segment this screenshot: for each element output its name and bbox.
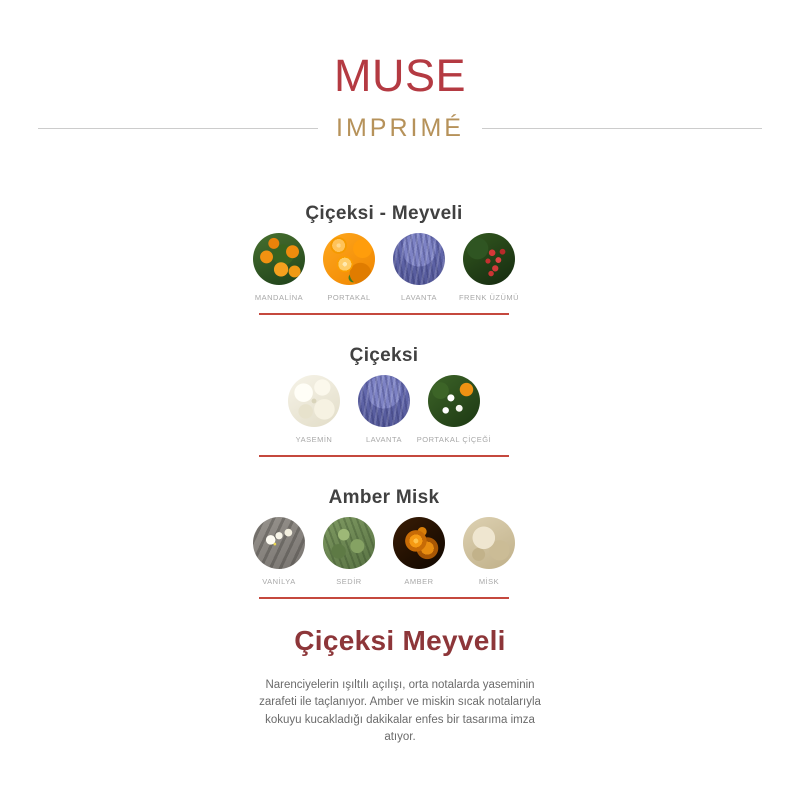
- section-title: Amber Misk: [328, 487, 440, 508]
- note-item: [387, 233, 451, 302]
- section-heart-notes: [234, 345, 534, 457]
- section-top-notes: [234, 203, 534, 315]
- note-image-amber: [393, 517, 445, 569]
- note-item: [247, 233, 311, 302]
- note-label: VANİLYA: [262, 577, 296, 586]
- section-title: Çiçeksi: [349, 345, 419, 366]
- note-item: [416, 375, 492, 444]
- collection-title: IMPRIMÉ: [336, 114, 464, 142]
- description-text: Narenciyelerin ışıltılı açılışı, orta notalarda yaseminin zarafeti ile taçlanıyor. Amber ve miskin sıcak notalarıyla kokuyu kucakladığı dakikalar enfes bir tasarıma imza atıyor.: [259, 679, 541, 743]
- note-item: [352, 375, 416, 444]
- note-item: [387, 517, 451, 586]
- note-item: [282, 375, 346, 444]
- note-label: YASEMİN: [295, 435, 333, 444]
- note-label: AMBER: [404, 577, 434, 586]
- note-image-lavanta: [358, 375, 410, 427]
- note-label: FRENK ÜZÜMÜ: [458, 293, 520, 302]
- section-divider: [259, 313, 509, 315]
- note-label: LAVANTA: [400, 293, 437, 302]
- note-image-sedir: [323, 517, 375, 569]
- collection-header: [38, 114, 762, 143]
- section-divider: [259, 455, 509, 457]
- note-image-portakal: [323, 233, 375, 285]
- brand-title: MUSE: [333, 50, 466, 101]
- note-item: [317, 517, 381, 586]
- section-base-notes: [234, 487, 534, 599]
- note-image-yasemin: [288, 375, 340, 427]
- note-label: PORTAKAL: [327, 293, 371, 302]
- note-item: [457, 233, 521, 302]
- note-label: MANDALİNA: [254, 293, 304, 302]
- note-item: [317, 233, 381, 302]
- header-line-right: [482, 128, 762, 129]
- note-image-mandalina: [253, 233, 305, 285]
- description-title: Çiçeksi Meyveli: [294, 625, 506, 656]
- notes-row: [234, 517, 534, 586]
- note-label: PORTAKAL ÇİÇEĞİ: [416, 435, 492, 444]
- note-image-frenk-uzumu: [463, 233, 515, 285]
- fragrance-description: [0, 625, 800, 746]
- note-pyramid: [234, 203, 534, 599]
- note-image-misk: [463, 517, 515, 569]
- notes-row: [234, 375, 534, 444]
- header-line-left: [38, 128, 318, 129]
- section-divider: [259, 597, 509, 599]
- note-label: MİSK: [478, 577, 500, 586]
- note-label: SEDİR: [336, 577, 362, 586]
- note-label: LAVANTA: [365, 435, 402, 444]
- section-title: Çiçeksi - Meyveli: [305, 203, 463, 224]
- note-item: [247, 517, 311, 586]
- note-image-lavanta: [393, 233, 445, 285]
- note-item: [457, 517, 521, 586]
- note-image-portakal-cicegi: [428, 375, 480, 427]
- notes-row: [234, 233, 534, 302]
- note-image-vanilya: [253, 517, 305, 569]
